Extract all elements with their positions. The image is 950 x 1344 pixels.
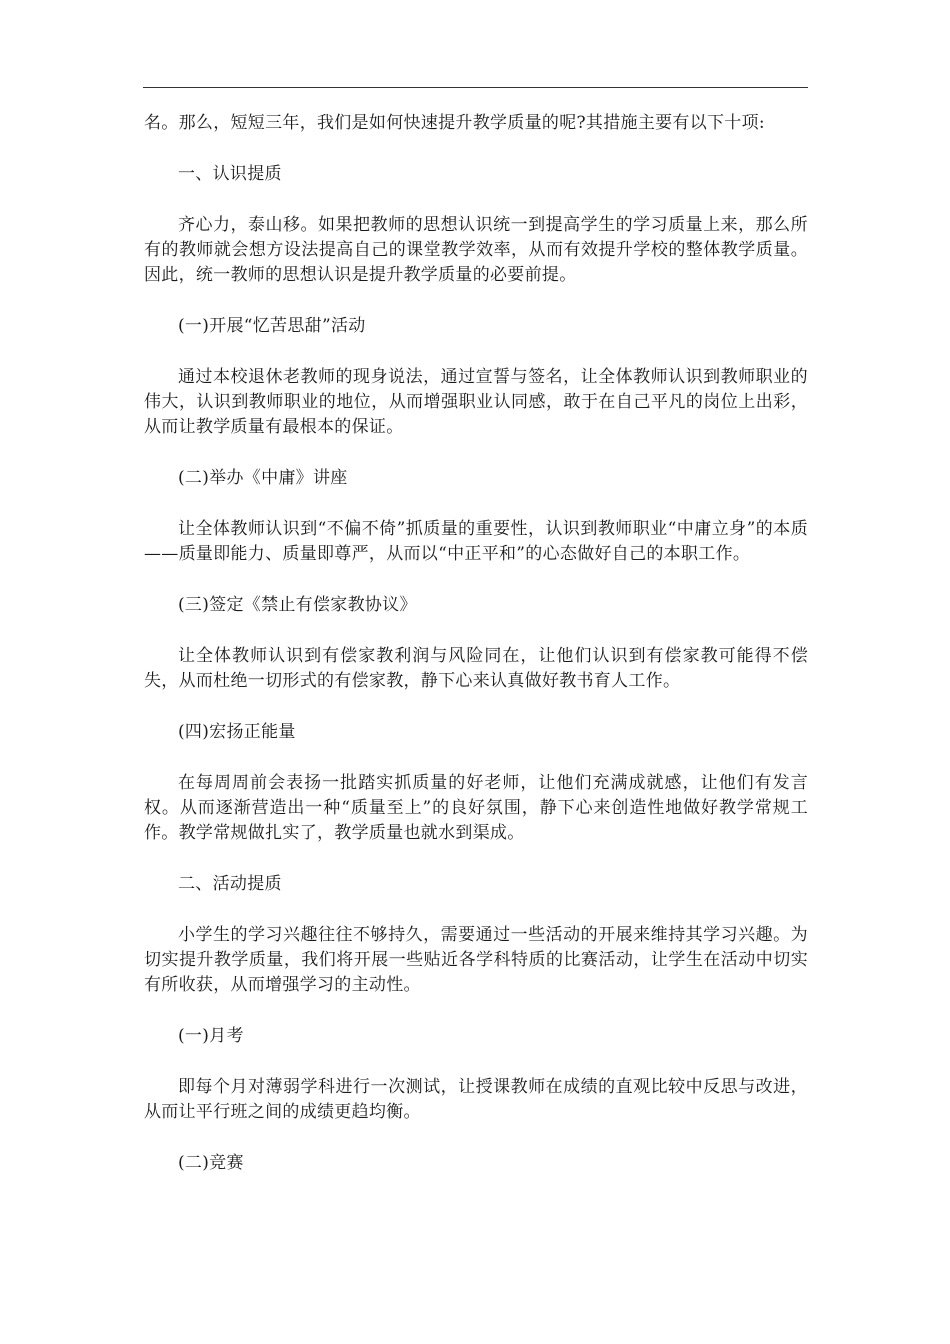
section-heading: 一、认识提质 xyxy=(178,164,282,184)
section-heading: (二)竞赛 xyxy=(178,1153,244,1173)
header-rule xyxy=(143,87,808,88)
paragraph: 齐心力，泰山移。如果把教师的思想认识统一到提高学生的学习质量上来，那么所有的教师就会想方设法提高自己的课堂教学效率，从而有效提升学校的整体教学质量。因此，统一教师的思想认识是提升教学质量的必要前提。 xyxy=(144,215,808,285)
section-heading: (四)宏扬正能量 xyxy=(178,722,296,742)
paragraph: 通过本校退休老教师的现身说法，通过宣誓与签名，让全体教师认识到教师职业的伟大，认识到教师职业的地位，从而增强职业认同感，敢于在自己平凡的岗位上出彩，从而让教学质量有最根本的保证。 xyxy=(144,367,808,437)
document-body xyxy=(144,111,808,1202)
paragraph: 即每个月对薄弱学科进行一次测试，让授课教师在成绩的直观比较中反思与改进，从而让平行班之间的成绩更趋均衡。 xyxy=(144,1077,808,1122)
paragraph: 小学生的学习兴趣往往不够持久，需要通过一些活动的开展来维持其学习兴趣。为切实提升教学质量，我们将开展一些贴近各学科特质的比赛活动，让学生在活动中切实有所收获，从而增强学习的主动性。 xyxy=(144,925,808,995)
paragraph: 在每周周前会表扬一批踏实抓质量的好老师，让他们充满成就感，让他们有发言权。从而逐渐营造出一种“质量至上”的良好氛围，静下心来创造性地做好教学常规工作。教学常规做扎实了，教学质量也就水到渠成。 xyxy=(144,773,808,843)
section-heading: (一)开展“忆苦思甜”活动 xyxy=(178,316,366,336)
section-heading: 二、活动提质 xyxy=(178,874,282,894)
paragraph: 让全体教师认识到“不偏不倚”抓质量的重要性，认识到教师职业“中庸立身”的本质——质量即能力、质量即尊严，从而以“中正平和”的心态做好自己的本职工作。 xyxy=(144,519,808,564)
paragraph: 让全体教师认识到有偿家教利润与风险同在，让他们认识到有偿家教可能得不偿失，从而杜绝一切形式的有偿家教，静下心来认真做好教书育人工作。 xyxy=(144,646,808,691)
section-heading: (二)举办《中庸》讲座 xyxy=(178,468,348,488)
paragraph-continued: 名。那么，短短三年，我们是如何快速提升教学质量的呢?其措施主要有以下十项: xyxy=(144,113,765,133)
section-heading: (三)签定《禁止有偿家教协议》 xyxy=(178,595,417,615)
section-heading: (一)月考 xyxy=(178,1026,244,1046)
